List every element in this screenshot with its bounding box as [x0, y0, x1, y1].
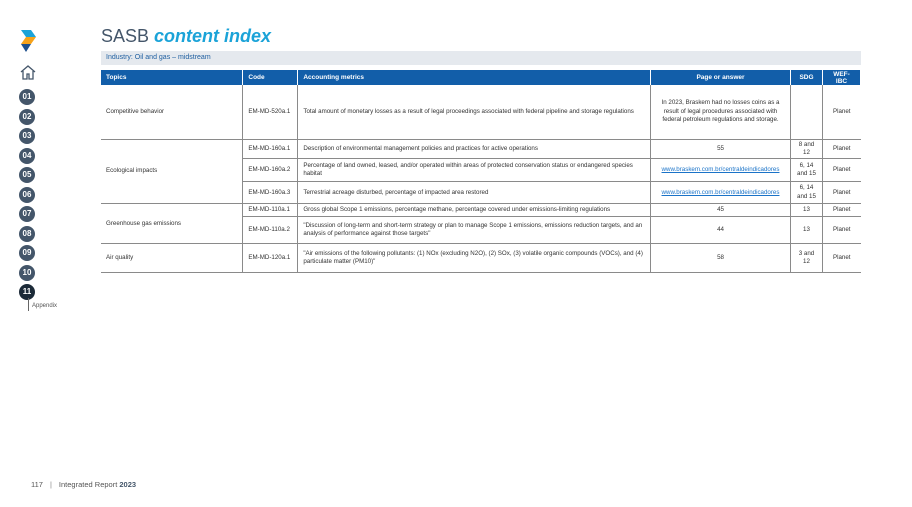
chapter-06-button[interactable]: 06	[19, 187, 35, 203]
code-cell: EM-MD-160a.3	[243, 182, 298, 204]
page-cell: 44	[651, 217, 791, 244]
home-icon[interactable]	[19, 64, 37, 80]
sdg-cell	[791, 85, 823, 139]
chapter-01-button[interactable]: 01	[19, 89, 35, 105]
chapter-10-button[interactable]: 10	[19, 265, 35, 281]
metric-cell: Gross global Scope 1 emissions, percentage methane, percentage covered under emissions-limiting regulations	[298, 204, 651, 217]
page-number: 117	[31, 480, 43, 489]
page-cell: In 2023, Braskem had no losses coins as a result of legal procedures associated with federal petroleum regulations and storage.	[651, 85, 791, 139]
header-topics: Topics	[101, 70, 243, 85]
title-accent: content index	[154, 26, 272, 46]
appendix-label: Appendix	[28, 298, 57, 311]
page-cell	[651, 159, 791, 182]
metric-cell: "Air emissions of the following pollutants: (1) NOx (excluding N2O), (2) SOx, (3) volatile organic compounds (VOCs), and (4) particulate matter (PM10)"	[298, 244, 651, 273]
wef-cell: Planet	[822, 204, 860, 217]
metric-cell: Percentage of land owned, leased, and/or operated within areas of protected conservation status or endangered species habitat	[298, 159, 651, 182]
header-code: Code	[243, 70, 298, 85]
indicators-link[interactable]: www.braskem.com.br/centraldeindicadores	[661, 166, 780, 174]
chapter-02-button[interactable]: 02	[19, 109, 35, 125]
topic-cell: Greenhouse gas emissions	[101, 204, 243, 244]
page-cell: 58	[651, 244, 791, 273]
industry-bar: Industry: Oil and gas – midstream	[101, 51, 861, 65]
header-metrics: Accounting metrics	[298, 70, 651, 85]
footer-separator: |	[49, 480, 52, 489]
chapter-11-button[interactable]: 11	[19, 284, 35, 300]
page-cell: 45	[651, 204, 791, 217]
code-cell: EM-MD-120a.1	[243, 244, 298, 273]
wef-cell: Planet	[822, 139, 860, 159]
sasb-table	[101, 70, 861, 273]
chapter-08-button[interactable]: 08	[19, 226, 35, 242]
report-year: 2023	[119, 480, 137, 489]
code-cell: EM-MD-110a.2	[243, 217, 298, 244]
page-cell: 55	[651, 139, 791, 159]
sdg-cell: 6, 14 and 15	[791, 159, 823, 182]
code-cell: EM-MD-110a.1	[243, 204, 298, 217]
header-sdg: SDG	[791, 70, 823, 85]
wef-cell: Planet	[822, 159, 860, 182]
header-page: Page or answer	[651, 70, 791, 85]
indicators-link[interactable]: www.braskem.com.br/centraldeindicadores	[661, 188, 780, 196]
topic-cell: Competitive behavior	[101, 85, 243, 139]
metric-cell: Description of environmental management policies and practices for active operations	[298, 139, 651, 159]
table-row	[101, 204, 861, 217]
sdg-cell: 6, 14 and 15	[791, 182, 823, 204]
sdg-cell: 3 and 12	[791, 244, 823, 273]
table-row	[101, 85, 861, 139]
chapter-07-button[interactable]: 07	[19, 206, 35, 222]
chapter-nav	[19, 89, 37, 304]
report-name: Integrated Report	[58, 480, 120, 489]
table-header-row	[101, 70, 861, 85]
page-cell	[651, 182, 791, 204]
wef-cell: Planet	[822, 85, 860, 139]
wef-cell: Planet	[822, 244, 860, 273]
table-row	[101, 244, 861, 273]
chapter-09-button[interactable]: 09	[19, 245, 35, 261]
sdg-cell: 13	[791, 204, 823, 217]
topic-cell: Ecological impacts	[101, 139, 243, 204]
code-cell: EM-MD-520a.1	[243, 85, 298, 139]
sdg-cell: 8 and 12	[791, 139, 823, 159]
chapter-04-button[interactable]: 04	[19, 148, 35, 164]
metric-cell: Total amount of monetary losses as a result of legal proceedings associated with federal pipeline and storage regulations	[298, 85, 651, 139]
sdg-cell: 13	[791, 217, 823, 244]
metric-cell: Terrestrial acreage disturbed, percentage of impacted area restored	[298, 182, 651, 204]
braskem-logo[interactable]	[19, 30, 37, 52]
page-title	[101, 26, 271, 47]
topic-cell: Air quality	[101, 244, 243, 273]
title-plain: SASB	[101, 26, 155, 46]
wef-cell: Planet	[822, 182, 860, 204]
page-footer	[31, 480, 136, 489]
code-cell: EM-MD-160a.1	[243, 139, 298, 159]
table-row	[101, 139, 861, 159]
chapter-03-button[interactable]: 03	[19, 128, 35, 144]
header-wef: WEF-IBC	[822, 70, 860, 85]
wef-cell: Planet	[822, 217, 860, 244]
chapter-05-button[interactable]: 05	[19, 167, 35, 183]
code-cell: EM-MD-160a.2	[243, 159, 298, 182]
metric-cell: "Discussion of long-term and short-term strategy or plan to manage Scope 1 emissions, emissions reduction targets, and an analysis of performance against those targets"	[298, 217, 651, 244]
